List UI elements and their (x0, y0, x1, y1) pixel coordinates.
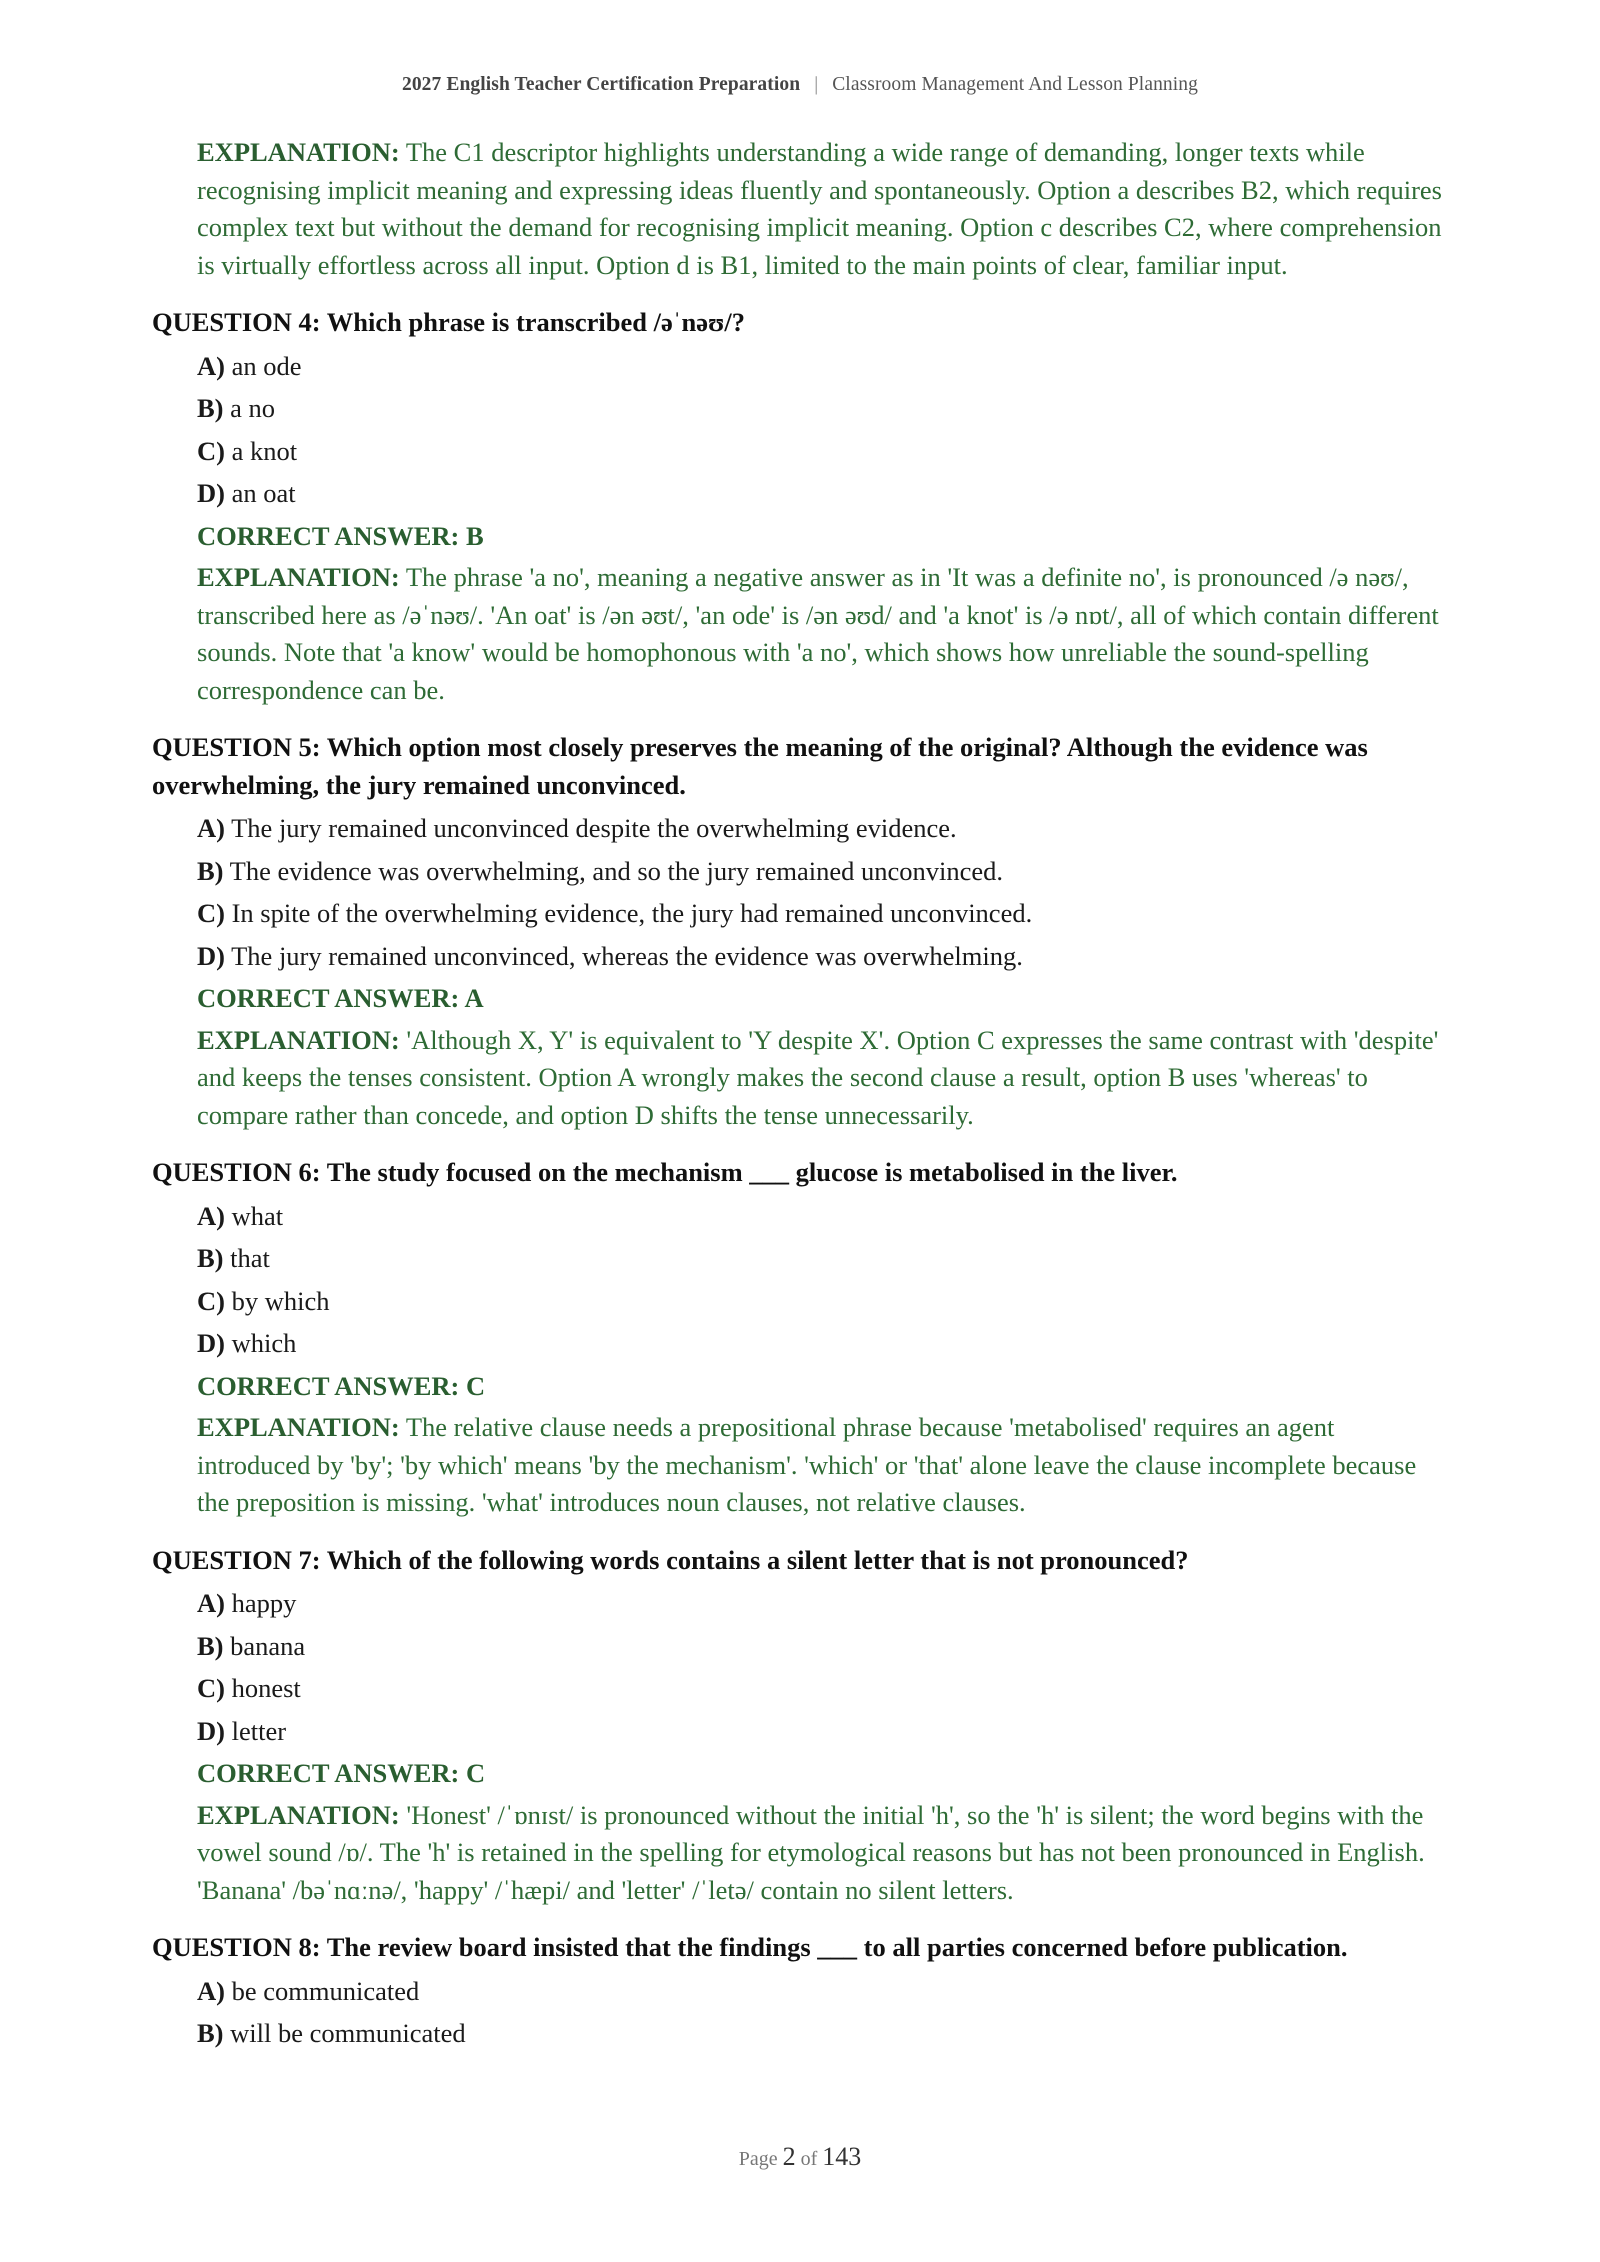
explanation-label: EXPLANATION: (197, 137, 400, 167)
option-b (197, 2015, 1452, 2053)
option-d (197, 1325, 1452, 1363)
question-block-4 (152, 304, 1452, 709)
option-letter: B) (197, 855, 224, 886)
option-letter: A) (197, 1200, 225, 1231)
question-prompt: QUESTION 8: The review board insisted that the findings ___ to all parties concerned before publication. (152, 1932, 1348, 1962)
option-text: be communicated (231, 1975, 420, 2006)
option-text: by which (231, 1285, 330, 1316)
correct-answer: CORRECT ANSWER: B (197, 520, 484, 551)
explanation-label: EXPLANATION: (197, 562, 400, 592)
question-block-7 (152, 1542, 1452, 1910)
question-block-6 (152, 1154, 1452, 1522)
option-d (197, 1713, 1452, 1751)
correct-answer: CORRECT ANSWER: C (197, 1758, 486, 1788)
option-b (197, 1240, 1452, 1278)
option-letter: D) (197, 478, 225, 508)
option-letter: A) (197, 350, 225, 381)
total-pages: 143 (822, 2142, 862, 2171)
option-letter: A) (197, 813, 225, 843)
explanation-label: EXPLANATION: (197, 1412, 400, 1442)
question-prompt: QUESTION 7: Which of the following words contains a silent letter that is not pronounced? (152, 1544, 1189, 1575)
option-text: banana (230, 1630, 306, 1661)
document-title: 2027 English Teacher Certification Preparation (401, 74, 801, 95)
option-a (197, 1973, 1452, 2011)
option-letter: C) (197, 1673, 225, 1703)
option-letter: A) (197, 1588, 225, 1618)
option-text: a knot (231, 435, 298, 466)
section-title: Classroom Management And Lesson Planning (832, 74, 1199, 95)
question-prompt: QUESTION 5: Which option most closely preserves the meaning of the original? Although the evidence was overwhelming, the jury remained unconvinced. (152, 732, 1368, 800)
question-prompt: QUESTION 6: The study focused on the mechanism ___ glucose is metabolised in the liver. (152, 1157, 1178, 1187)
page-content (152, 134, 1452, 2058)
option-text: The evidence was overwhelming, and so the jury remained unconvinced. (229, 855, 1004, 886)
option-text: happy (231, 1588, 297, 1618)
option-text: an oat (231, 478, 296, 508)
answer-explanation (197, 1797, 1452, 1910)
option-letter: B) (197, 2018, 224, 2048)
option-letter: C) (197, 898, 225, 928)
option-b (197, 390, 1452, 428)
option-b (197, 853, 1452, 891)
option-text: In spite of the overwhelming evidence, the jury had remained unconvinced. (231, 898, 1033, 928)
correct-answer: CORRECT ANSWER: C (197, 1370, 486, 1401)
page-word: Page (738, 2148, 778, 2170)
of-word: of (800, 2148, 818, 2170)
option-d (197, 475, 1452, 513)
option-text: an ode (231, 350, 302, 381)
page-number: 2 (782, 2142, 796, 2171)
question-block-5 (152, 729, 1452, 1134)
option-a (197, 348, 1452, 386)
explanation-text: The phrase 'a no', meaning a negative answer as in 'It was a definite no', is pronounced /ə nəʊ/, transcribed here as /əˈnəʊ/. 'An oat' is /ən əʊt/, 'an ode' is /ən əʊd/ and 'a knot' is /ə nɒt/, all of which contain different sounds. Note that 'a know' would be homophonous with 'a no', which shows how unreliable the sound-spelling correspondence can be. (197, 562, 1439, 705)
answer-explanation (197, 559, 1452, 709)
option-text: will be communicated (230, 2018, 466, 2048)
option-text: letter (231, 1715, 287, 1746)
option-a (197, 1198, 1452, 1236)
question-prompt: QUESTION 4: Which phrase is transcribed /əˈnəʊ/? (152, 307, 746, 337)
option-a (197, 1585, 1452, 1623)
option-letter: D) (197, 940, 225, 971)
option-d (197, 938, 1452, 976)
option-text: The jury remained unconvinced despite the overwhelming evidence. (231, 813, 957, 843)
explanation-label: EXPLANATION: (197, 1799, 400, 1830)
option-letter: C) (197, 435, 225, 466)
option-text: which (231, 1328, 297, 1358)
option-text: honest (231, 1673, 301, 1703)
option-letter: B) (197, 1243, 224, 1273)
page-footer (0, 2142, 1600, 2172)
option-letter: C) (197, 1285, 225, 1316)
answer-explanation (197, 1409, 1452, 1522)
explanation-text: The C1 descriptor highlights understanding a wide range of demanding, longer texts while recognising implicit meaning and expressing ideas fluently and spontaneously. Option a describes B2, which requires complex text but without the demand for recognising implicit meaning. Option c describes C2, where comprehension is virtually effortless across all input. Option d is B1, limited to the main points of clear, familiar input. (197, 137, 1442, 280)
option-c (197, 1670, 1452, 1708)
option-text: what (231, 1200, 284, 1231)
page-header (0, 74, 1600, 96)
option-text: The jury remained unconvinced, whereas the evidence was overwhelming. (231, 940, 1023, 971)
option-letter: D) (197, 1328, 225, 1358)
option-letter: B) (197, 393, 224, 423)
option-text: a no (230, 393, 276, 423)
explanation-text: The relative clause needs a prepositional phrase because 'metabolised' requires an agent introduced by 'by'; 'by which' means 'by the mechanism'. 'which' or 'that' alone leave the clause incomplete because the preposition is missing. 'what' introduces noun clauses, not relative clauses. (197, 1412, 1417, 1517)
header-separator: | (814, 74, 819, 95)
explanation-text: 'Honest' /ˈɒnɪst/ is pronounced without the initial 'h', so the 'h' is silent; the word begins with the vowel sound /ɒ/. The 'h' is retained in the spelling for etymological reasons but has not been pronounced in English. 'Banana' /bəˈnɑːnə/, 'happy' /ˈhæpi/ and 'letter' /ˈletə/ contain no silent letters. (197, 1799, 1425, 1905)
option-c (197, 895, 1452, 933)
option-c (197, 1283, 1452, 1321)
explanation-label: EXPLANATION: (197, 1024, 400, 1055)
option-letter: D) (197, 1715, 225, 1746)
option-letter: B) (197, 1630, 224, 1661)
answer-explanation (197, 1022, 1452, 1135)
intro-explanation (197, 134, 1452, 284)
option-b (197, 1628, 1452, 1666)
option-c (197, 433, 1452, 471)
option-letter: A) (197, 1975, 225, 2006)
option-text: that (230, 1243, 270, 1273)
option-a (197, 810, 1452, 848)
question-block-8 (152, 1929, 1452, 2053)
correct-answer: CORRECT ANSWER: A (197, 983, 484, 1013)
explanation-text: 'Although X, Y' is equivalent to 'Y despite X'. Option C expresses the same contrast with 'despite' and keeps the tenses consistent. Option A wrongly makes the second clause a result, option B uses 'whereas' to compare rather than concede, and option D shifts the tense unnecessarily. (197, 1024, 1439, 1130)
